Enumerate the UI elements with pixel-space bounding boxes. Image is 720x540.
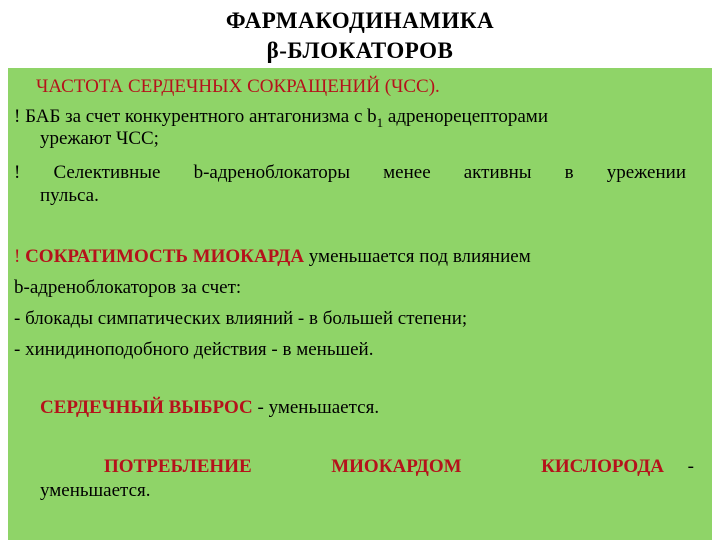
contractility-line1 <box>14 246 531 268</box>
slide-title <box>0 6 720 66</box>
oxygen-line2: уменьшается. <box>40 480 151 501</box>
contractility-line4: - хинидиноподобного действия - в меньшей. <box>14 339 374 360</box>
oxygen-line1 <box>104 456 694 478</box>
contractility-line2: b-адреноблокаторов за счет: <box>14 277 242 298</box>
hr-item1-subscript: 1 <box>376 114 384 130</box>
hr-item1-post: адренорецепторами <box>383 106 549 127</box>
hr-item2-line1: ! Селективные b-адреноблокаторы менее активны в урежении <box>14 162 686 183</box>
title-line-1: ФАРМАКОДИНАМИКА <box>225 8 495 33</box>
title-line-2: β-БЛОКАТОРОВ <box>266 38 454 63</box>
oxygen-heading: ПОТРЕБЛЕНИЕ МИОКАРДОМ КИСЛОРОДА <box>104 456 664 477</box>
contractility-mark: ! <box>14 246 21 267</box>
contractility-rest: уменьшается под влиянием <box>304 246 531 267</box>
hr-item1-pre: ! БАБ за счет конкурентного антагонизма с b <box>14 106 377 127</box>
cardiac-output-rest: - уменьшается. <box>252 397 380 418</box>
hr-item1-line2: урежают ЧСС; <box>40 128 159 149</box>
contractility-line3: - блокады симпатических влияний - в большей степени; <box>14 308 468 329</box>
heart-rate-heading: ЧАСТОТА СЕРДЕЧНЫХ СОКРАЩЕНИЙ (ЧСС). <box>36 76 440 97</box>
hr-item2-line2: пульса. <box>40 185 99 206</box>
oxygen-dash: - <box>687 456 694 477</box>
contractility-heading: СОКРАТИМОСТЬ МИОКАРДА <box>25 246 305 267</box>
cardiac-output-heading: СЕРДЕЧНЫЙ ВЫБРОС <box>40 397 253 418</box>
cardiac-output-line <box>40 397 379 419</box>
